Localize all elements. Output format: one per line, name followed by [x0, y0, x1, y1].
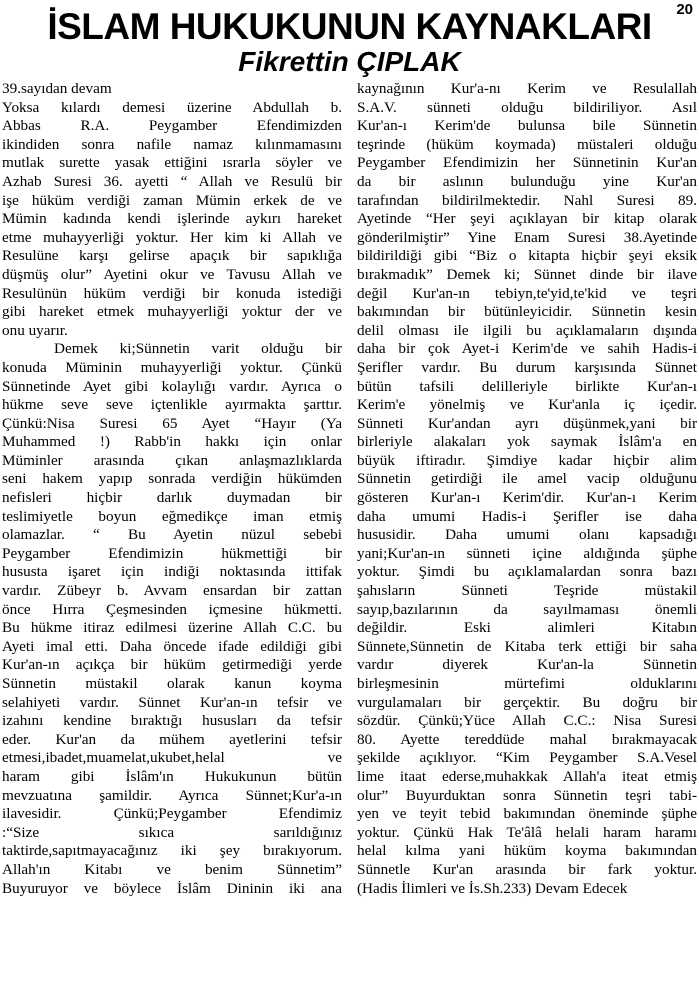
text-line: Demek ki;Sünnetin varit olduğu bir [54, 340, 342, 358]
text-line: lime itaat ederse,muhakkak Allah'a iteat etmiş [357, 767, 697, 785]
text-line: ilavesidir. Çünkü;Peygamber Efendimiz [2, 805, 342, 823]
text-line: yen ve teyit tebid bakımından öneminde şüphe [357, 805, 697, 823]
text-line: mutlak surette yasak ettiğini ısrarla söyler ve [2, 154, 342, 172]
text-line: birleriyle alakaları yok saymak İslâm'a en [357, 433, 697, 451]
text-line: Sünnete,Sünnetin de Kitaba terk ettiği bir saha [357, 637, 697, 655]
text-line: Çünkü:Nisa Suresi 65 Ayet “Hayır (Ya [2, 414, 342, 432]
text-line: hususidir. Daha umumi olanı kapsadığı [357, 526, 697, 544]
text-line: hususta işaret için indiği noktasında ittifak [2, 563, 342, 581]
text-line: Sünnetle Kur'an arasında bir fark yoktur. [357, 860, 697, 878]
text-line: helal kılma yani hüküm koyma bakımından [357, 842, 697, 860]
text-line: değildir. Eski alimleri Kitabın [357, 619, 697, 637]
text-line: gösteren Kur'an-ı Kerim'dir. Kur'an-ı Kerim [357, 489, 697, 507]
text-line: büyük iftiradır. Şimdiye kadar hiçbir alim [357, 451, 697, 469]
text-line: selahiyeti vardır. Sünnet Kur'an-ın tefsir ve [2, 693, 342, 711]
text-line: işe hüküm verdiği zaman Mümin erkek de ve [2, 191, 342, 209]
text-line: Şerifler vardır. Bu durum karşısında Sünnet [357, 358, 697, 376]
text-line: şekilde açıklıyor. “Kim Peygamber S.A.Vesel [357, 749, 697, 767]
text-line: bırakmadık” Demek ki; Sünnet dinde bir ilave [357, 265, 697, 283]
text-line: etme muhayyerliği yoktur. Her kim ki Allah ve [2, 228, 342, 246]
text-line: haram gibi İslâm'ın Hukukunun bütün [2, 767, 342, 785]
text-line: yani;Kur'an-ın sünneti içine aldığında şüphe [357, 544, 697, 562]
text-line: teslimiyetle boyun eğmedikçe iman etmiş [2, 507, 342, 525]
text-line: Buyuruyor ve böylece İslâm Dininin iki ana [2, 879, 342, 897]
author-name: Fikrettin ÇIPLAK [238, 46, 461, 77]
text-line: olamazlar. “ Bu Ayetin nüzul sebebi [2, 526, 342, 544]
text-line: seni hakem yapıp sonrada verdiğin hükümden [2, 470, 342, 488]
article-title: İSLAM HUKUKUNUN KAYNAKLARI [47, 6, 652, 47]
text-line: Allah'ın Kitabı ve benim Sünnetim” [2, 860, 342, 878]
text-line: Kerim'e yönelmiş ve Kur'anla iç içedir. [357, 396, 697, 414]
text-line: kaynağının Kur'a-nı Kerim ve Resulallah [357, 80, 697, 97]
text-line: teşrinde (hüküm koymada) müstaleri olduğu [357, 135, 697, 153]
text-line: ikindiden sonra nafile namaz kılınmamasını [2, 135, 342, 153]
right-text-column [357, 80, 697, 898]
text-line: eder. Kur'an da mühem ayetlerini tefsir [2, 730, 342, 748]
text-line: (Hadis İlimleri ve İs.Sh.233) Devam Edecek [357, 879, 628, 897]
text-line: Sünneti Kur'andan ayrı düşünmek,yani bir [357, 414, 697, 432]
text-line: vardır. Zübeyr b. Avvam ensardan bir zattan [2, 582, 342, 600]
text-line: düşmüş olur” Ayetini okur ve Tavusu Allah ve [2, 265, 342, 283]
text-line: Peygamber Efendimizin her Sünnetinin Kur'an [357, 154, 697, 172]
text-line: şahısların Sünneti Teşride müstakil [357, 582, 697, 600]
text-line: sayıp,bazılarının da sayılmaması önemli [357, 600, 697, 618]
text-line: 80. Ayette tereddüde mahal bırakmayacak [357, 730, 697, 748]
text-line: delil olması ile ilgili bu açıklamaların dışında [357, 321, 697, 339]
text-line: Mümin kadında kendi işlerinde aykırı hareket [2, 210, 342, 228]
text-line: Yoksa kılardı demesi üzerine Abdullah b. [2, 98, 342, 116]
text-line: :“Size sıkıca sarıldığınız [2, 823, 342, 841]
text-line: Ayetinde “Her şeyi açıklayan bir kitap olarak [357, 210, 697, 228]
text-line: gönderilmiştir” Yine Enam Suresi 38.Ayetinde [357, 228, 697, 246]
text-line: tarafından bildirilmektedir. Nahl Suresi 89. [357, 191, 697, 209]
text-line: taktirde,sapıtmayacağınız iki şey bırakıyorum. [2, 842, 342, 860]
text-line: da bir aslının bulunduğu yine Kur'an [357, 172, 697, 190]
text-line: nefisleri hiçbir darlık duymadan bir [2, 489, 342, 507]
text-line: konuda Müminin muhayyerliği yoktur. Çünkü [2, 358, 342, 376]
text-line: daha umumi Hadis-i Şerifler ise daha [357, 507, 697, 525]
left-text-column [2, 80, 342, 898]
text-line: Muhammed !) Rabb'in hakkı için onlar [2, 433, 342, 451]
text-line: mevzuatına şamildir. Ayrıca Sünnet;Kur'a-ın [2, 786, 342, 804]
text-line: Sünnetinde Ayet gibi kolaylığı vardır. Ayrıca o [2, 377, 342, 395]
text-line: Resulünün hüküm verdiği bir konuda istediği [2, 284, 342, 302]
text-line: birleşmesinin mürtefimi olduklarını [357, 675, 697, 692]
text-line: Kur'an-ın açıkça bir hüküm getirmediği yerde [2, 656, 342, 674]
text-line: Resulüne karşı gelirse apaçık bir sapıklığa [2, 247, 342, 265]
text-line: Müminler arasında çıkan anlaşmazlıklarda [2, 451, 342, 469]
text-line: Bu hükme itiraz edilmesi üzerine Allah C.C. bu [2, 619, 342, 637]
text-line: bütün tafsili delilleriyle birlikte Kur'an-ı [357, 377, 697, 395]
text-line: vurgulamaları bir gerçektir. Bu doğru bir [357, 693, 697, 711]
text-line: hükme seve seve içtenlikle ayırmakta şarttır. [2, 396, 342, 414]
text-line: Azhab Suresi 36. ayetti “ Allah ve Resulü bir [2, 172, 342, 190]
text-line: etmesi,ibadet,muamelat,ukubet,helal ve [2, 749, 342, 767]
text-line: yoktur. Şimdi bu açıklamalardan sonra bazı [357, 563, 697, 581]
text-line: yoktur. Çünkü Hak Te'âlâ helali haram haramı [357, 823, 697, 841]
text-line: onu uyarır. [2, 321, 68, 339]
text-line: Sünnetin müstakil olarak kanun koyma [2, 675, 342, 692]
text-line: bakımından bir bütünleyicidir. Sünnetin kesin [357, 303, 697, 321]
text-line: Ayeti imal etti. Daha öncede ifade edildiği gibi [2, 637, 342, 655]
text-line: değil Kur'an-ın tebiyn,te'yid,te'kid ve teşri [357, 284, 697, 302]
text-line: Sünnetin getirdiği ile amel vacip olduğunu [357, 470, 697, 488]
text-line: 39.sayıdan devam [2, 80, 112, 97]
text-line: vardır diyerek Kur'an-la Sünnetin [357, 656, 697, 674]
text-line: izahını kendine bıraktığı hususları da tefsir [2, 712, 342, 730]
text-line: Peygamber Efendimizin hükmettiği bir [2, 544, 342, 562]
text-line: olur” Buyurduktan sonra Sünnetin teşri tabi- [357, 786, 697, 804]
text-line: S.A.V. sünneti olduğu bildiriliyor. Asıl [357, 98, 697, 116]
page-number: 20 [676, 1, 693, 18]
text-line: bildirildiği gibi “Biz o kitapta hiçbir şeyi eksik [357, 247, 697, 265]
text-line: Abbas R.A. Peygamber Efendimizden [2, 117, 342, 135]
text-line: sözdür. Çünkü;Yüce Allah C.C.: Nisa Suresi [357, 712, 697, 730]
text-line: daha bir çok Ayet-i Kerim'de ve sahih Hadis-i [357, 340, 697, 358]
text-line: gibi hareket etmek muhayyerliği yoktur der ve [2, 303, 342, 321]
text-line: önce Hırra Çeşmesinden içmesine hükmetti. [2, 600, 342, 618]
text-line: Kur'an-ı Kerim'de bulunsa bile Sünnetin [357, 117, 697, 135]
